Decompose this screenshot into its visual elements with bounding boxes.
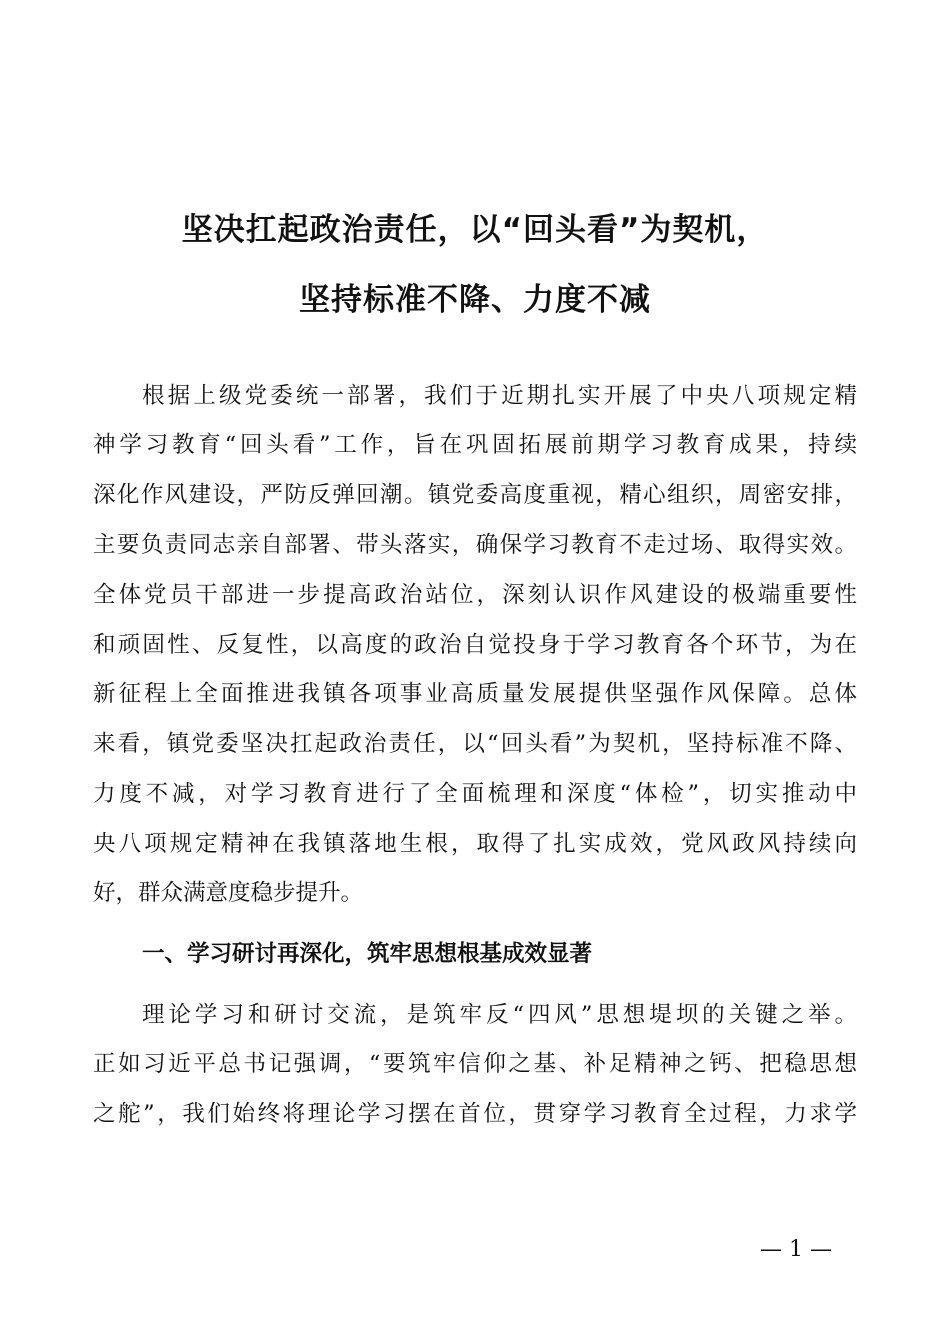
paragraph-2-line: 正如习近平总书记强调，“要筑牢信仰之基、补足精神之钙、把稳思想 [93,1051,857,1077]
paragraph-1-line: 和顽固性、反复性，以高度的政治自觉投身于学习教育各个环节，为在 [93,632,857,658]
paragraph-1-line: 新征程上全面推进我镇各项事业高质量发展提供坚强作风保障。总体 [93,681,857,707]
section-heading: 一、学习研讨再深化，筑牢思想根基成效显著 [142,941,593,967]
paragraph-1-line: 神学习教育“回头看”工作，旨在巩固拓展前期学习教育成果，持续 [93,432,857,458]
paragraph-1-line: 根据上级党委统一部署，我们于近期扎实开展了中央八项规定精 [142,383,857,409]
paragraph-1-line: 深化作风建设，严防反弹回潮。镇党委高度重视，精心组织，周密安排， [93,482,857,508]
paragraph-2-line: 之舵”，我们始终将理论学习摆在首位，贯穿学习教育全过程，力求学 [93,1101,857,1127]
document-title-line-2: 坚持标准不降、力度不减 [299,282,651,318]
paragraph-1-line: 力度不减，对学习教育进行了全面梳理和深度“体检”，切实推动中 [93,781,857,807]
paragraph-2-line: 理论学习和研讨交流，是筑牢反“四风”思想堤坝的关键之举。 [142,1002,857,1028]
paragraph-1-line: 好，群众满意度稳步提升。 [93,880,364,906]
page-number: — 1 — [760,1237,832,1262]
paragraph-1-line: 全体党员干部进一步提高政治站位，深刻认识作风建设的极端重要性 [93,582,857,608]
paragraph-1-line: 央八项规定精神在我镇落地生根，取得了扎实成效，党风政风持续向 [93,831,857,857]
paragraph-1-line: 主要负责同志亲自部署、带头落实，确保学习教育不走过场、取得实效。 [93,532,857,558]
paragraph-1-line: 来看，镇党委坚决扛起政治责任，以“回头看”为契机，坚持标准不降、 [93,731,857,757]
document-title-line-1: 坚决扛起政治责任，以“回头看”为契机， [181,212,769,248]
